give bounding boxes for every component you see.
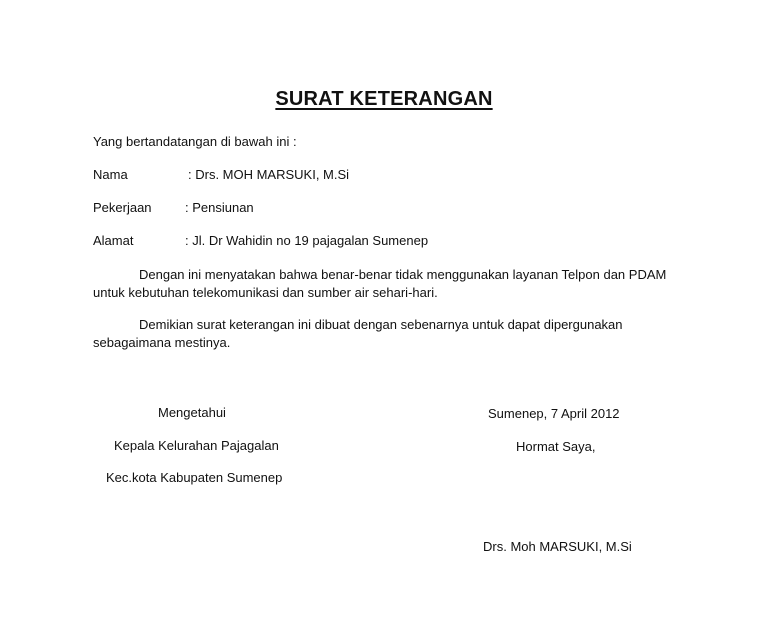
greeting: Hormat Saya, [516,439,596,454]
closing-paragraph [93,316,693,352]
closing-line-1: Demikian surat keterangan ini dibuat dengan sebenarnya untuk dapat dipergunakan [139,317,623,332]
field-label-pekerjaan: Pekerjaan [93,200,152,215]
district-office: Kec.kota Kabupaten Sumenep [106,470,283,485]
signatory-name: Drs. Moh MARSUKI, M.Si [483,539,632,554]
field-label-alamat: Alamat [93,233,134,248]
field-value-pekerjaan: : Pensiunan [185,200,254,215]
statement-line-1: Dengan ini menyatakan bahwa benar-benar tidak menggunakan layanan Telpon dan PDAM [139,267,667,282]
place-date: Sumenep, 7 April 2012 [488,406,620,421]
letter-title-text: SURAT KETERANGAN [275,88,493,110]
statement-paragraph [93,266,693,302]
closing-line-2: sebagaimana mestinya. [93,335,231,350]
intro-line: Yang bertandatangan di bawah ini : [93,134,297,149]
statement-line-2: untuk kebutuhan telekomunikasi dan sumber air sehari-hari. [93,285,438,300]
letter-title [0,88,768,111]
village-head-title: Kepala Kelurahan Pajagalan [114,438,279,453]
acknowledged-label: Mengetahui [158,405,226,420]
field-value-nama: : Drs. MOH MARSUKI, M.Si [188,167,350,182]
field-value-alamat: : Jl. Dr Wahidin no 19 pajagalan Sumenep [185,233,429,248]
field-label-nama: Nama [93,167,128,182]
